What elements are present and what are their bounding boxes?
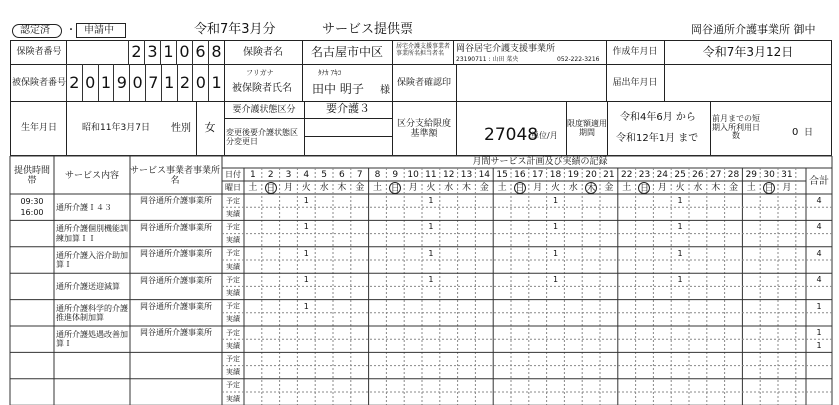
- actual-label: 実績: [226, 341, 240, 350]
- insurer-no-digit: 2: [128, 40, 144, 65]
- plan-mark: 1: [303, 222, 309, 232]
- plan-total: 1: [816, 328, 822, 337]
- plan-label: 予定: [226, 222, 240, 231]
- weekday: 土: [746, 182, 756, 193]
- plan-label: 予定: [226, 275, 240, 284]
- weekday: 木: [711, 182, 721, 193]
- day-number: 31: [781, 169, 793, 180]
- day-number: 15: [496, 169, 508, 180]
- insured-no-digit: 7: [145, 64, 161, 102]
- weekday: 木: [586, 184, 596, 194]
- plan-mark: 1: [677, 275, 683, 285]
- weekday: 金: [479, 182, 489, 193]
- actual-label: 実績: [226, 236, 240, 245]
- weekday: 月: [533, 182, 543, 193]
- time-label: 提供時間帯: [13, 165, 50, 186]
- day-number: 26: [692, 169, 704, 180]
- service-content: 通所介護Ｉ４３: [56, 202, 112, 212]
- day-number: 19: [567, 169, 580, 180]
- day-number: 23: [638, 169, 651, 180]
- plan-total: 1: [816, 301, 822, 311]
- plan-mark: 1: [552, 248, 559, 258]
- day-number: 6: [339, 169, 345, 180]
- service-content: 通所介護処遇改善加算Ｉ: [56, 330, 128, 349]
- day-number: 10: [407, 169, 419, 180]
- shortstay-days: 0: [792, 127, 799, 138]
- day-number: 1: [250, 169, 256, 180]
- service-provider: 岡谷通所介護事業所: [140, 328, 212, 338]
- day-number: 9: [392, 169, 399, 180]
- created-date: 令和7年3月12日: [702, 44, 794, 59]
- insurer-no-digit: 3: [144, 40, 160, 65]
- weekday: 金: [604, 182, 614, 193]
- day-number: 4: [303, 169, 310, 180]
- insurer-no-digit: 6: [192, 40, 208, 65]
- plan-mark: 1: [428, 275, 434, 285]
- insurer-no-label: 保険者番号: [16, 47, 62, 58]
- period-label: 限度額適用期間: [567, 118, 607, 137]
- plan-mark: 1: [677, 196, 683, 205]
- service-provider: 岡谷通所介護事業所: [140, 222, 212, 232]
- weekday: 月: [782, 182, 792, 193]
- care-office-phone: 052-222-3216: [557, 56, 600, 63]
- day-number: 2: [267, 169, 274, 180]
- plan-mark: 1: [428, 222, 434, 232]
- plan-mark: 1: [303, 301, 309, 311]
- day-number: 24: [656, 169, 669, 180]
- day-number: 28: [727, 169, 740, 180]
- day-number: 3: [285, 169, 292, 180]
- day-number: 27: [709, 169, 722, 180]
- insured-no-digit: 1: [208, 64, 224, 102]
- weekday: 土: [622, 182, 632, 193]
- service-provider: 岡谷通所介護事業所: [140, 302, 212, 311]
- plan-mark: 1: [552, 196, 559, 205]
- care-level-label: 要介護状態区分: [232, 104, 296, 115]
- day-number: 25: [674, 169, 686, 180]
- weekday: 水: [568, 182, 578, 193]
- weekday: 水: [444, 182, 454, 193]
- day-number: 7: [356, 169, 363, 180]
- plan-label: 予定: [226, 196, 240, 205]
- furigana-label: フリガナ: [246, 69, 274, 77]
- form-title: サービス提供票: [322, 22, 414, 37]
- day-number: 12: [442, 169, 455, 180]
- sex: 女: [204, 121, 216, 135]
- period-to: 令和12年1月 まで: [616, 133, 699, 144]
- day-number: 13: [460, 169, 473, 180]
- weekday: 金: [355, 182, 365, 193]
- actual-total: 1: [816, 341, 822, 351]
- total-label: 合計: [809, 176, 829, 188]
- plan-mark: 1: [303, 196, 309, 205]
- plan-mark: 1: [677, 222, 683, 232]
- insurer-name-label: 保険者名: [243, 46, 283, 58]
- actual-label: 実績: [226, 288, 240, 297]
- actual-label: 実績: [226, 262, 240, 271]
- actual-label: 実績: [226, 368, 240, 377]
- weekday: 水: [693, 182, 703, 193]
- weekday-label: 曜日: [225, 183, 241, 193]
- insured-no-label: 被保険者番号: [12, 77, 66, 88]
- day-number: 20: [585, 169, 597, 180]
- weekday: 火: [675, 182, 685, 193]
- day-number: 11: [425, 169, 437, 180]
- service-content: 通所介護個別機能訓練加算ＩＩ: [56, 224, 128, 243]
- shortstay-label: 前月までの短期入所利用日数: [712, 113, 760, 141]
- insurer-no-digit: 1: [160, 40, 176, 65]
- weekday: 日: [390, 184, 400, 194]
- plan-mark: 1: [552, 222, 559, 232]
- plan-label: 予定: [226, 328, 240, 337]
- weekday: 火: [301, 182, 311, 193]
- weekday: 土: [248, 182, 258, 193]
- service-provider: 岡谷通所介護事業所: [140, 196, 212, 206]
- insured-name-label: 被保険者氏名: [232, 83, 292, 94]
- plan-label: 予定: [226, 354, 240, 363]
- care-office-label: 居宅介護支援事業者事業所名担当者名: [396, 43, 451, 57]
- weekday: 月: [283, 182, 293, 193]
- weekday: 月: [408, 182, 418, 193]
- care-office-detail: 23190711 : 山田 菜央: [456, 56, 519, 63]
- plan-label: 予定: [226, 249, 240, 258]
- status-applying[interactable]: 申請中: [84, 25, 114, 36]
- insured-no-digit: 0: [192, 64, 208, 102]
- plan-total: 4: [816, 248, 822, 258]
- actual-label: 実績: [226, 315, 240, 324]
- period-from: 令和4年6月 から: [620, 112, 696, 123]
- limit-label: 区分支給限度基準額: [396, 118, 451, 139]
- weekday: 日: [515, 184, 525, 194]
- day-number: 21: [603, 169, 615, 180]
- plan-mark: 1: [303, 275, 309, 285]
- weekday: 日: [266, 184, 276, 194]
- insurer-no-digit: 0: [176, 40, 192, 65]
- furigana: ﾀﾅｶ ｱｷｺ: [318, 69, 342, 77]
- status-separator: ・: [66, 25, 76, 36]
- actual-label: 実績: [226, 394, 240, 403]
- plan-mark: 1: [552, 275, 559, 285]
- insured-no-digit: 0: [129, 64, 145, 102]
- day-number: 8: [374, 169, 381, 180]
- shortstay-unit: 日: [804, 128, 814, 138]
- day-number: 14: [478, 169, 491, 180]
- day-number: 16: [514, 169, 526, 180]
- dob-label: 生年月日: [20, 123, 57, 134]
- service-provider: 岡谷通所介護事業所: [140, 275, 212, 285]
- day-number: 17: [531, 169, 544, 180]
- weekday: 水: [319, 182, 329, 193]
- created-label: 作成年月日: [612, 47, 658, 58]
- time-end: 16:00: [20, 207, 44, 217]
- sex-label: 性別: [171, 122, 191, 134]
- day-number: 22: [620, 169, 633, 180]
- insured-no-digit: 2: [177, 64, 193, 102]
- day-number: 30: [763, 169, 775, 180]
- plan-mark: 1: [428, 196, 434, 205]
- provider-label: サービス事業者事業所名: [130, 165, 220, 186]
- weekday: 土: [372, 182, 382, 193]
- weekday: 木: [461, 182, 471, 193]
- change-label: 変更後要介護状態区分変更日: [226, 127, 298, 146]
- insured-no-digit: 9: [113, 64, 129, 102]
- actual-label: 実績: [226, 209, 240, 218]
- recipient: 岡谷通所介護事業所 御中: [691, 23, 816, 36]
- dob: 昭和11年3月7日: [82, 123, 150, 134]
- service-content: 通所介護科学的介護推進体制加算: [56, 303, 128, 322]
- weekday: 日: [639, 184, 649, 194]
- notify-label: 届出年月日: [612, 77, 658, 88]
- service-content: 通所介護送迎減算: [56, 281, 120, 291]
- insured-no-digit: 0: [82, 64, 98, 102]
- day-number: 29: [745, 169, 758, 180]
- insurer-no-digit: 8: [208, 40, 224, 65]
- plan-mark: 1: [428, 248, 434, 258]
- status-certified[interactable]: 認定済: [20, 25, 50, 36]
- care-level: 要介護３: [326, 102, 370, 116]
- insured-no-digit: 2: [66, 64, 82, 102]
- confirm-label: 保険者確認印: [396, 77, 451, 88]
- plan-mark: 1: [303, 248, 309, 258]
- weekday: 日: [764, 184, 774, 194]
- weekday: 土: [497, 182, 507, 193]
- time-start: 09:30: [20, 196, 44, 206]
- weekday: 月: [657, 182, 667, 193]
- service-content: 通所介護入浴介助加算Ｉ: [56, 250, 128, 269]
- weekday: 木: [337, 182, 347, 193]
- day-number: 5: [321, 169, 327, 180]
- content-label: サービス内容: [64, 170, 119, 181]
- insured-no-digit: 1: [161, 64, 177, 102]
- insured-no-digit: 1: [98, 64, 114, 102]
- form-month: 令和7年3月分: [194, 22, 276, 37]
- weekday: 火: [426, 182, 436, 193]
- plan-label: 予定: [226, 302, 240, 311]
- limit-unit: 単位/月: [531, 131, 558, 140]
- date-label: 日付: [225, 170, 241, 180]
- care-office-name: 岡谷居宅介護支援事業所: [456, 44, 556, 54]
- plan-label: 予定: [226, 381, 240, 390]
- monthly-label: 月間サービス計画及び実績の記録: [472, 156, 608, 167]
- weekday: 金: [728, 182, 738, 193]
- day-number: 18: [549, 169, 562, 180]
- plan-total: 4: [816, 196, 822, 205]
- weekday: 火: [550, 182, 560, 193]
- service-provider: 岡谷通所介護事業所: [140, 249, 212, 259]
- plan-total: 4: [816, 275, 822, 285]
- plan-mark: 1: [677, 248, 683, 258]
- insured-name: 田中 明子: [312, 82, 364, 96]
- plan-total: 4: [816, 222, 822, 232]
- sama: 様: [380, 85, 390, 96]
- limit-value: 27048: [484, 125, 539, 145]
- insurer-name: 名古屋市中区: [310, 44, 383, 59]
